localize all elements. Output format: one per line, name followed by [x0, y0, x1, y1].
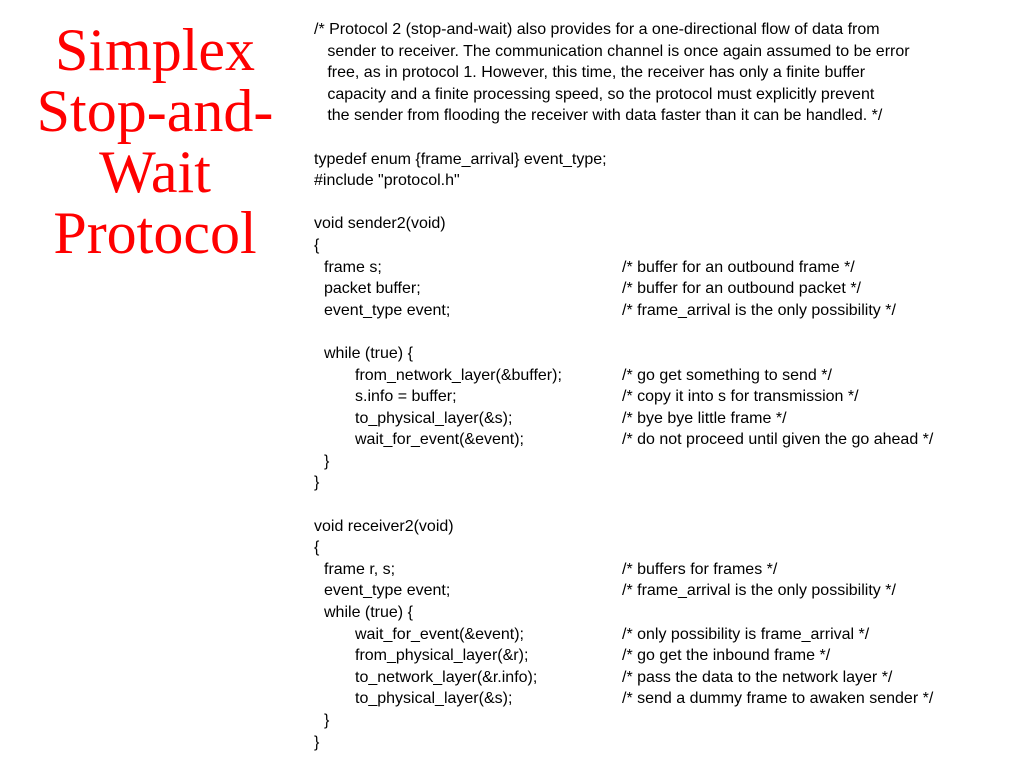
receiver-signature: void receiver2(void) — [314, 517, 454, 535]
slide-title — [10, 17, 300, 266]
comment-line: capacity and a finite processing speed, so the protocol must explicitly prevent — [314, 85, 875, 103]
title-line: Stop-and- — [36, 78, 274, 144]
close-brace: } — [314, 733, 320, 751]
code-comment: /* buffers for frames */ — [622, 560, 778, 578]
code-text: from_network_layer(&buffer); — [355, 366, 562, 384]
include-line: #include "protocol.h" — [314, 172, 460, 190]
code-line — [314, 580, 1024, 602]
title-line: Protocol — [53, 200, 257, 266]
code-text: to_network_layer(&r.info); — [355, 668, 538, 686]
sender-signature: void sender2(void) — [314, 215, 446, 233]
loop-header: while (true) { — [324, 604, 413, 622]
code-text: frame r, s; — [324, 560, 396, 578]
code-comment: /* do not proceed until given the go ahead */ — [622, 431, 934, 449]
blank-line — [314, 321, 1024, 343]
code-text: from_physical_layer(&r); — [355, 647, 529, 665]
comment-line: free, as in protocol 1. However, this time, the receiver has only a finite buffer — [314, 64, 866, 82]
open-brace: { — [314, 539, 320, 557]
blank-line — [314, 494, 1024, 516]
code-comment: /* send a dummy frame to awaken sender */ — [622, 690, 934, 708]
title-line: Simplex — [54, 17, 255, 83]
code-text: wait_for_event(&event); — [355, 431, 524, 449]
code-comment: /* copy it into s for transmission */ — [622, 388, 859, 406]
code-text: wait_for_event(&event); — [355, 625, 524, 643]
code-line — [314, 624, 1024, 646]
code-text: frame s; — [324, 258, 382, 276]
code-comment: /* pass the data to the network layer */ — [622, 668, 893, 686]
code-text: to_physical_layer(&s); — [355, 409, 513, 427]
code-line — [314, 408, 1024, 430]
code-text: event_type event; — [324, 301, 451, 319]
code-line — [314, 257, 1024, 279]
code-line — [314, 645, 1024, 667]
close-brace: } — [314, 474, 320, 492]
code-text: packet buffer; — [324, 280, 421, 298]
code-comment: /* frame_arrival is the only possibility */ — [622, 582, 896, 600]
title-line: Wait — [99, 139, 211, 205]
code-line — [314, 278, 1024, 300]
code-comment: /* go get the inbound frame */ — [622, 647, 831, 665]
code-line — [314, 386, 1024, 408]
loop-close: } — [324, 712, 330, 729]
code-line — [314, 300, 1024, 322]
code-line — [314, 429, 1024, 451]
code-text: s.info = buffer; — [355, 388, 457, 406]
comment-line: the sender from flooding the receiver with data faster than it can be handled. */ — [314, 107, 883, 125]
blank-line — [314, 192, 1024, 214]
code-listing — [314, 19, 1024, 753]
typedef-line: typedef enum {frame_arrival} event_type; — [314, 150, 607, 168]
loop-header: while (true) { — [324, 344, 413, 362]
code-comment: /* bye bye little frame */ — [622, 409, 787, 427]
comment-line: sender to receiver. The communication channel is once again assumed to be error — [314, 42, 910, 60]
code-text: to_physical_layer(&s); — [355, 690, 513, 708]
code-line — [314, 667, 1024, 689]
code-line — [314, 688, 1024, 710]
code-text: event_type event; — [324, 582, 451, 600]
loop-close: } — [324, 452, 330, 470]
code-comment: /* frame_arrival is the only possibility */ — [622, 301, 896, 319]
code-comment: /* go get something to send */ — [622, 366, 832, 384]
code-comment: /* only possibility is frame_arrival */ — [622, 625, 870, 643]
code-comment: /* buffer for an outbound packet */ — [622, 280, 861, 298]
code-comment: /* buffer for an outbound frame */ — [622, 258, 855, 276]
code-line — [314, 559, 1024, 581]
blank-line — [314, 127, 1024, 149]
code-line — [314, 365, 1024, 387]
comment-line: /* Protocol 2 (stop-and-wait) also provides for a one-directional flow of data from — [314, 21, 880, 38]
open-brace: { — [314, 236, 320, 254]
